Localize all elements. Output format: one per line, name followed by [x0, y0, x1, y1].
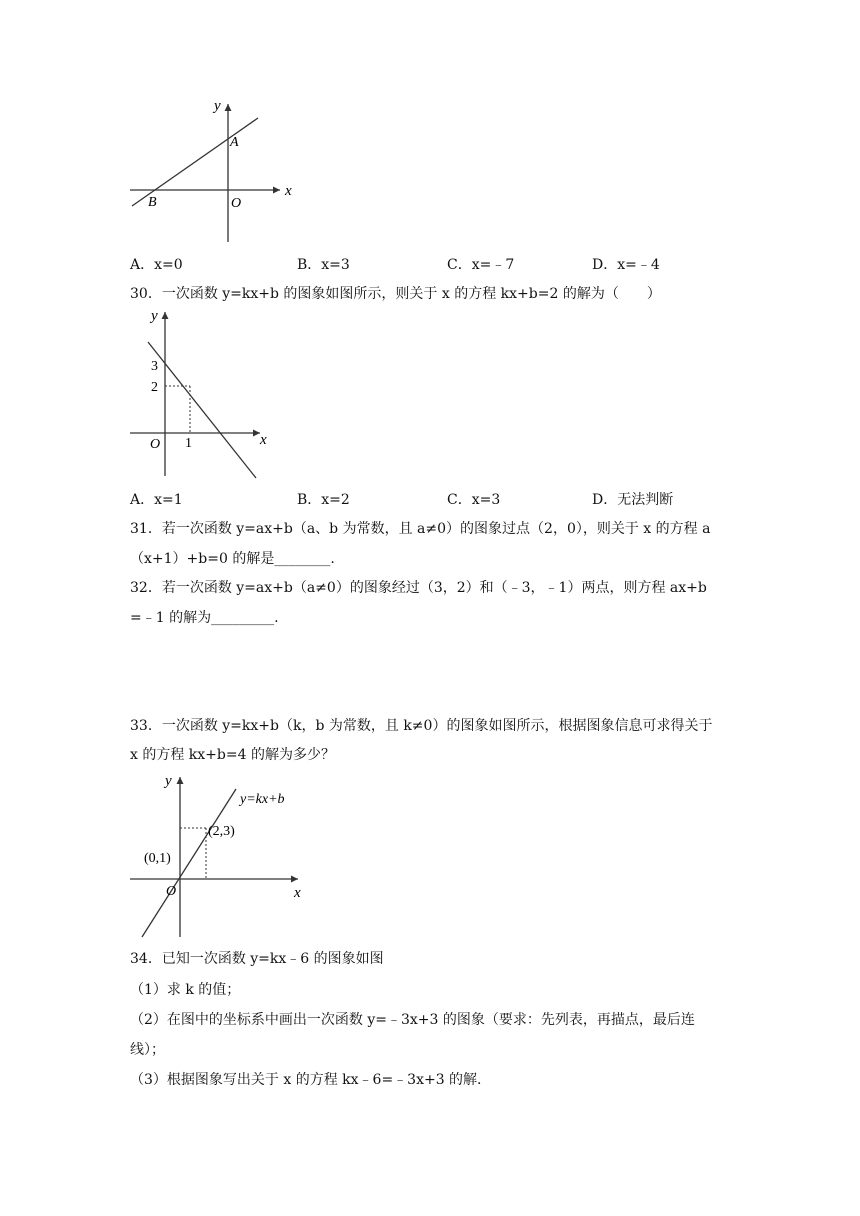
x-axis-arrow [273, 187, 280, 194]
q34-part-1: （1）求 k 的值； [130, 982, 241, 998]
tick-3-label: 3 [151, 359, 158, 374]
q29-option-b: B．x=3 [297, 257, 350, 273]
q29-option-c: C．x=﹣7 [447, 257, 515, 273]
q30-stem: 30．一次函数 y=kx+b 的图象如图所示，则关于 x 的方程 kx+b=2 的解为（ ） [130, 286, 661, 302]
q31-line-1: 31．若一次函数 y=ax+b（a、b 为常数，且 a≠0）的图象过点（2，0），则关于 x 的方程 a [130, 521, 711, 537]
q30-option-d: D．无法判断 [592, 492, 674, 508]
origin-label: O [231, 196, 242, 211]
q33-line-2: x 的方程 kx+b=4 的解为多少？ [130, 747, 335, 763]
q34-part-2-line-2: 线）； [130, 1042, 165, 1058]
y-axis-arrow [177, 777, 184, 784]
q29-option-d: D．x=﹣4 [592, 257, 660, 273]
q34-stem: 34．已知一次函数 y=kx﹣6 的图象如图 [130, 951, 384, 967]
y-label: y [151, 308, 158, 324]
q31-line-2: （x+1）+b=0 的解是________. [130, 551, 335, 567]
tick-2-label: 2 [151, 380, 158, 395]
q34-part-2-line-1: （2）在图中的坐标系中画出一次函数 y=﹣3x+3 的图象（要求：先列表，再描点，最后连 [130, 1012, 695, 1028]
q30-option-c: C．x=3 [447, 492, 501, 508]
function-line [148, 342, 256, 478]
x-label: x [285, 183, 292, 199]
q29-graph [120, 92, 310, 247]
point-b-label: B [148, 195, 157, 210]
q32-line-1: 32．若一次函数 y=ax+b（a≠0）的图象经过（3，2）和（﹣3，﹣1）两点，则方程 ax+b [130, 580, 707, 596]
origin-label: O [150, 437, 161, 452]
q30-option-b: B．x=2 [297, 492, 350, 508]
q34-part-3: （3）根据图象写出关于 x 的方程 kx﹣6=﹣3x+3 的解. [130, 1072, 482, 1088]
y-label: y [214, 98, 221, 114]
point-2-3-label: (2,3) [208, 824, 235, 839]
origin-label: O [166, 884, 177, 899]
q33-graph [120, 765, 320, 945]
y-label: y [165, 773, 172, 789]
point-0-1-label: (0,1) [144, 851, 171, 866]
q29-option-a: A．x=0 [130, 257, 183, 273]
y-axis-arrow [162, 312, 169, 319]
y-axis-arrow [225, 104, 232, 111]
x-axis-arrow [291, 876, 298, 883]
q30-option-a: A．x=1 [130, 492, 183, 508]
point-a-label: A [230, 135, 239, 150]
function-line [132, 118, 258, 206]
tick-1-label: 1 [185, 436, 192, 451]
q30-graph [120, 300, 290, 480]
x-axis-arrow [253, 430, 260, 437]
q32-line-2: =﹣1 的解为_________. [130, 610, 279, 626]
equation-label: y=kx+b [240, 792, 285, 807]
q33-line-1: 33．一次函数 y=kx+b（k，b 为常数，且 k≠0）的图象如图所示，根据图象信息可求得关于 [130, 718, 713, 734]
x-label: x [260, 432, 267, 448]
x-label: x [294, 885, 301, 901]
